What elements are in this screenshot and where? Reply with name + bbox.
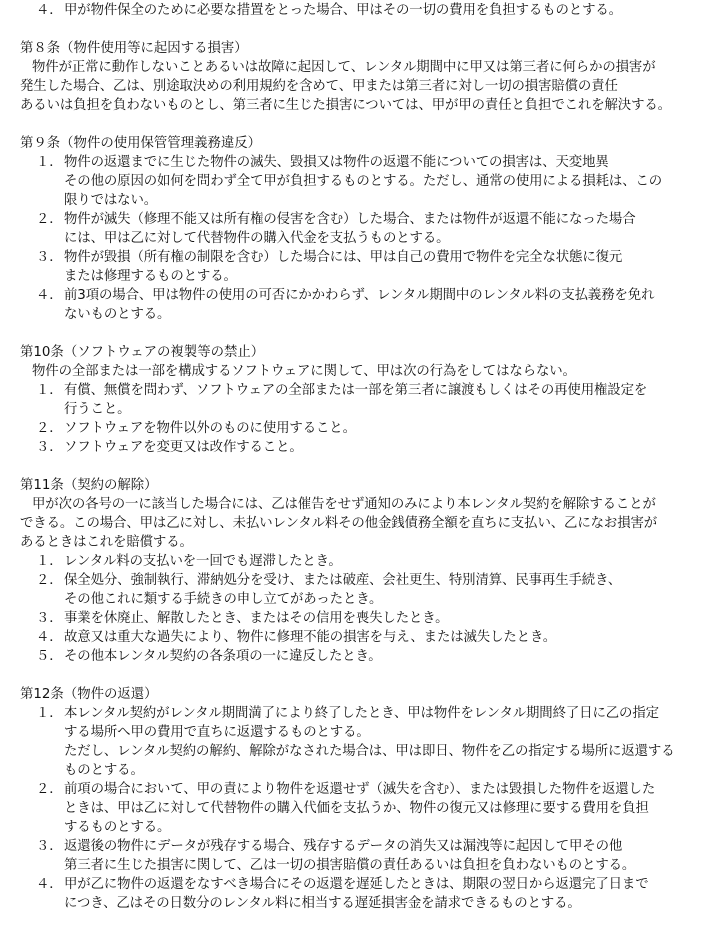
item-text-line: 故意又は重大な過失により、物件に修理不能の損害を与え、または滅失したとき。	[64, 630, 557, 645]
item-text-line: その他これに類する手続きの申し立てがあったとき。	[64, 592, 383, 607]
item-number: ２．	[36, 573, 63, 588]
item-text-line: ものとする。	[64, 763, 144, 778]
paragraph-line: 甲が次の各号の一に該当した場合には、乙は催告をせず通知のみにより本レンタル契約を解除することが	[32, 497, 656, 512]
item-number: ５．	[36, 649, 63, 664]
item-number: ４．	[36, 877, 63, 892]
item-number: １．	[36, 706, 63, 721]
item-text-line: ソフトウェアを変更又は改作すること。	[64, 440, 303, 455]
item-number: １．	[36, 554, 63, 569]
item-text-line: 物件が毀損（所有権の制限を含む）した場合には、甲は自己の費用で物件を完全な状態に復元	[64, 250, 623, 265]
item-text-line: には、甲は乙に対して代替物件の購入代金を支払うものとする。	[64, 231, 450, 246]
item-text-line: ないものとする。	[64, 307, 171, 322]
article-heading: 第８条（物件使用等に起因する損害）	[20, 41, 248, 56]
item-text-line: 甲が物件保全のために必要な措置をとった場合、甲はその一切の費用を負担するものとする。	[64, 3, 622, 18]
item-text-line: 有償、無償を問わず、ソフトウェアの全部または一部を第三者に譲渡もしくはその再使用権設定を	[64, 383, 648, 398]
article-heading: 第11条（契約の解除）	[20, 478, 158, 493]
item-text-line: 行うこと。	[64, 402, 131, 417]
item-text-line: レンタル料の支払いを一回でも遅滞したとき。	[64, 554, 342, 569]
item-number: ４．	[36, 630, 63, 645]
item-text-line: ソフトウェアを物件以外のものに使用すること。	[64, 421, 356, 436]
article-heading: 第12条（物件の返還）	[20, 687, 158, 702]
item-number: ２．	[36, 782, 63, 797]
paragraph-line: あるときはこれを賠償する。	[20, 535, 193, 550]
article-heading: 第10条（ソフトウェアの複製等の禁止）	[20, 345, 265, 360]
paragraph-line: 物件が正常に動作しないことあるいは故障に起因して、レンタル期間中に甲又は第三者に何らかの損害が	[32, 60, 656, 75]
item-text-line: 前項の場合において、甲の責により物件を返還せず（滅失を含む）、または毀損した物件を返還した	[64, 782, 656, 797]
item-number: １．	[36, 383, 63, 398]
item-text-line: 甲が乙に物件の返還をなすべき場合にその返還を遅延したときは、期限の翌日から返還完了日まで	[64, 877, 649, 892]
paragraph-line: 発生した場合、乙は、別途取決めの利用規約を含めて、甲または第三者に対し一切の損害賠償の責任	[20, 79, 618, 94]
paragraph-line: 物件の全部または一部を構成するソフトウェアに関して、甲は次の行為をしてはならない。	[32, 364, 576, 379]
item-text-line: 事業を休廃止、解散したとき、またはその信用を喪失したとき。	[64, 611, 449, 626]
item-text-line: ただし、レンタル契約の解約、解除がなされた場合は、甲は即日、物件を乙の指定する場所に返還する	[64, 744, 675, 759]
item-text-line: 第三者に生じた損害に関して、乙は一切の損害賠償の責任あるいは負担を負わないものとする。	[64, 858, 636, 873]
item-number: ３．	[36, 250, 63, 265]
paragraph-line: あるいは負担を負わないものとし、第三者に生じた損害については、甲が甲の責任と負担でこれを解決する。	[20, 98, 671, 113]
item-number: １．	[36, 155, 63, 170]
item-text-line: その他本レンタル契約の各条項の一に違反したとき。	[64, 649, 382, 664]
item-number: ２．	[36, 212, 63, 227]
item-text-line: につき、乙はその日数分のレンタル料に相当する遅延損害金を請求できるものとする。	[64, 896, 581, 911]
item-text-line: 前3項の場合、甲は物件の使用の可否にかかわらず、レンタル期間中のレンタル料の支払義務を免れ	[64, 288, 655, 303]
item-text-line: または修理するものとする。	[64, 269, 237, 284]
item-text-line: その他の原因の如何を問わず全て甲が負担するものとする。ただし、通常の使用による損耗は、この	[64, 174, 663, 189]
item-number: ４．	[36, 3, 63, 18]
item-number: ３．	[36, 611, 63, 626]
item-number: ２．	[36, 421, 63, 436]
article-heading: 第９条（物件の使用保管管理義務違反）	[20, 136, 262, 151]
item-text-line: 保全処分、強制執行、滞納処分を受け、または破産、会社更生、特別清算、民事再生手続き、	[64, 573, 622, 588]
item-text-line: 物件の返還までに生じた物件の滅失、毀損又は物件の返還不能についての損害は、天変地異	[64, 155, 609, 170]
item-number: ３．	[36, 440, 63, 455]
item-text-line: 物件が滅失（修理不能又は所有権の侵害を含む）した場合、または物件が返還不能になった場合	[64, 212, 636, 227]
item-number: ３．	[36, 839, 63, 854]
item-text-line: 本レンタル契約がレンタル期間満了により終了したとき、甲は物件をレンタル期間終了日に乙の指定	[64, 706, 659, 721]
item-text-line: する場所へ甲の費用で直ちに返還するものとする。	[64, 725, 370, 740]
item-number: ４．	[36, 288, 63, 303]
paragraph-line: できる。この場合、甲は乙に対し、未払いレンタル料その他金銭債務全額を直ちに支払い、乙になお損害が	[20, 516, 658, 531]
item-text-line: するものとする。	[64, 820, 171, 835]
item-text-line: 返還後の物件にデータが残存する場合、残存するデータの消失又は漏洩等に起因して甲その他	[64, 839, 623, 854]
item-text-line: 限りではない。	[64, 193, 158, 208]
item-text-line: ときは、甲は乙に対して代替物件の購入代価を支払うか、物件の復元又は修理に要する費用を負担	[64, 801, 649, 816]
